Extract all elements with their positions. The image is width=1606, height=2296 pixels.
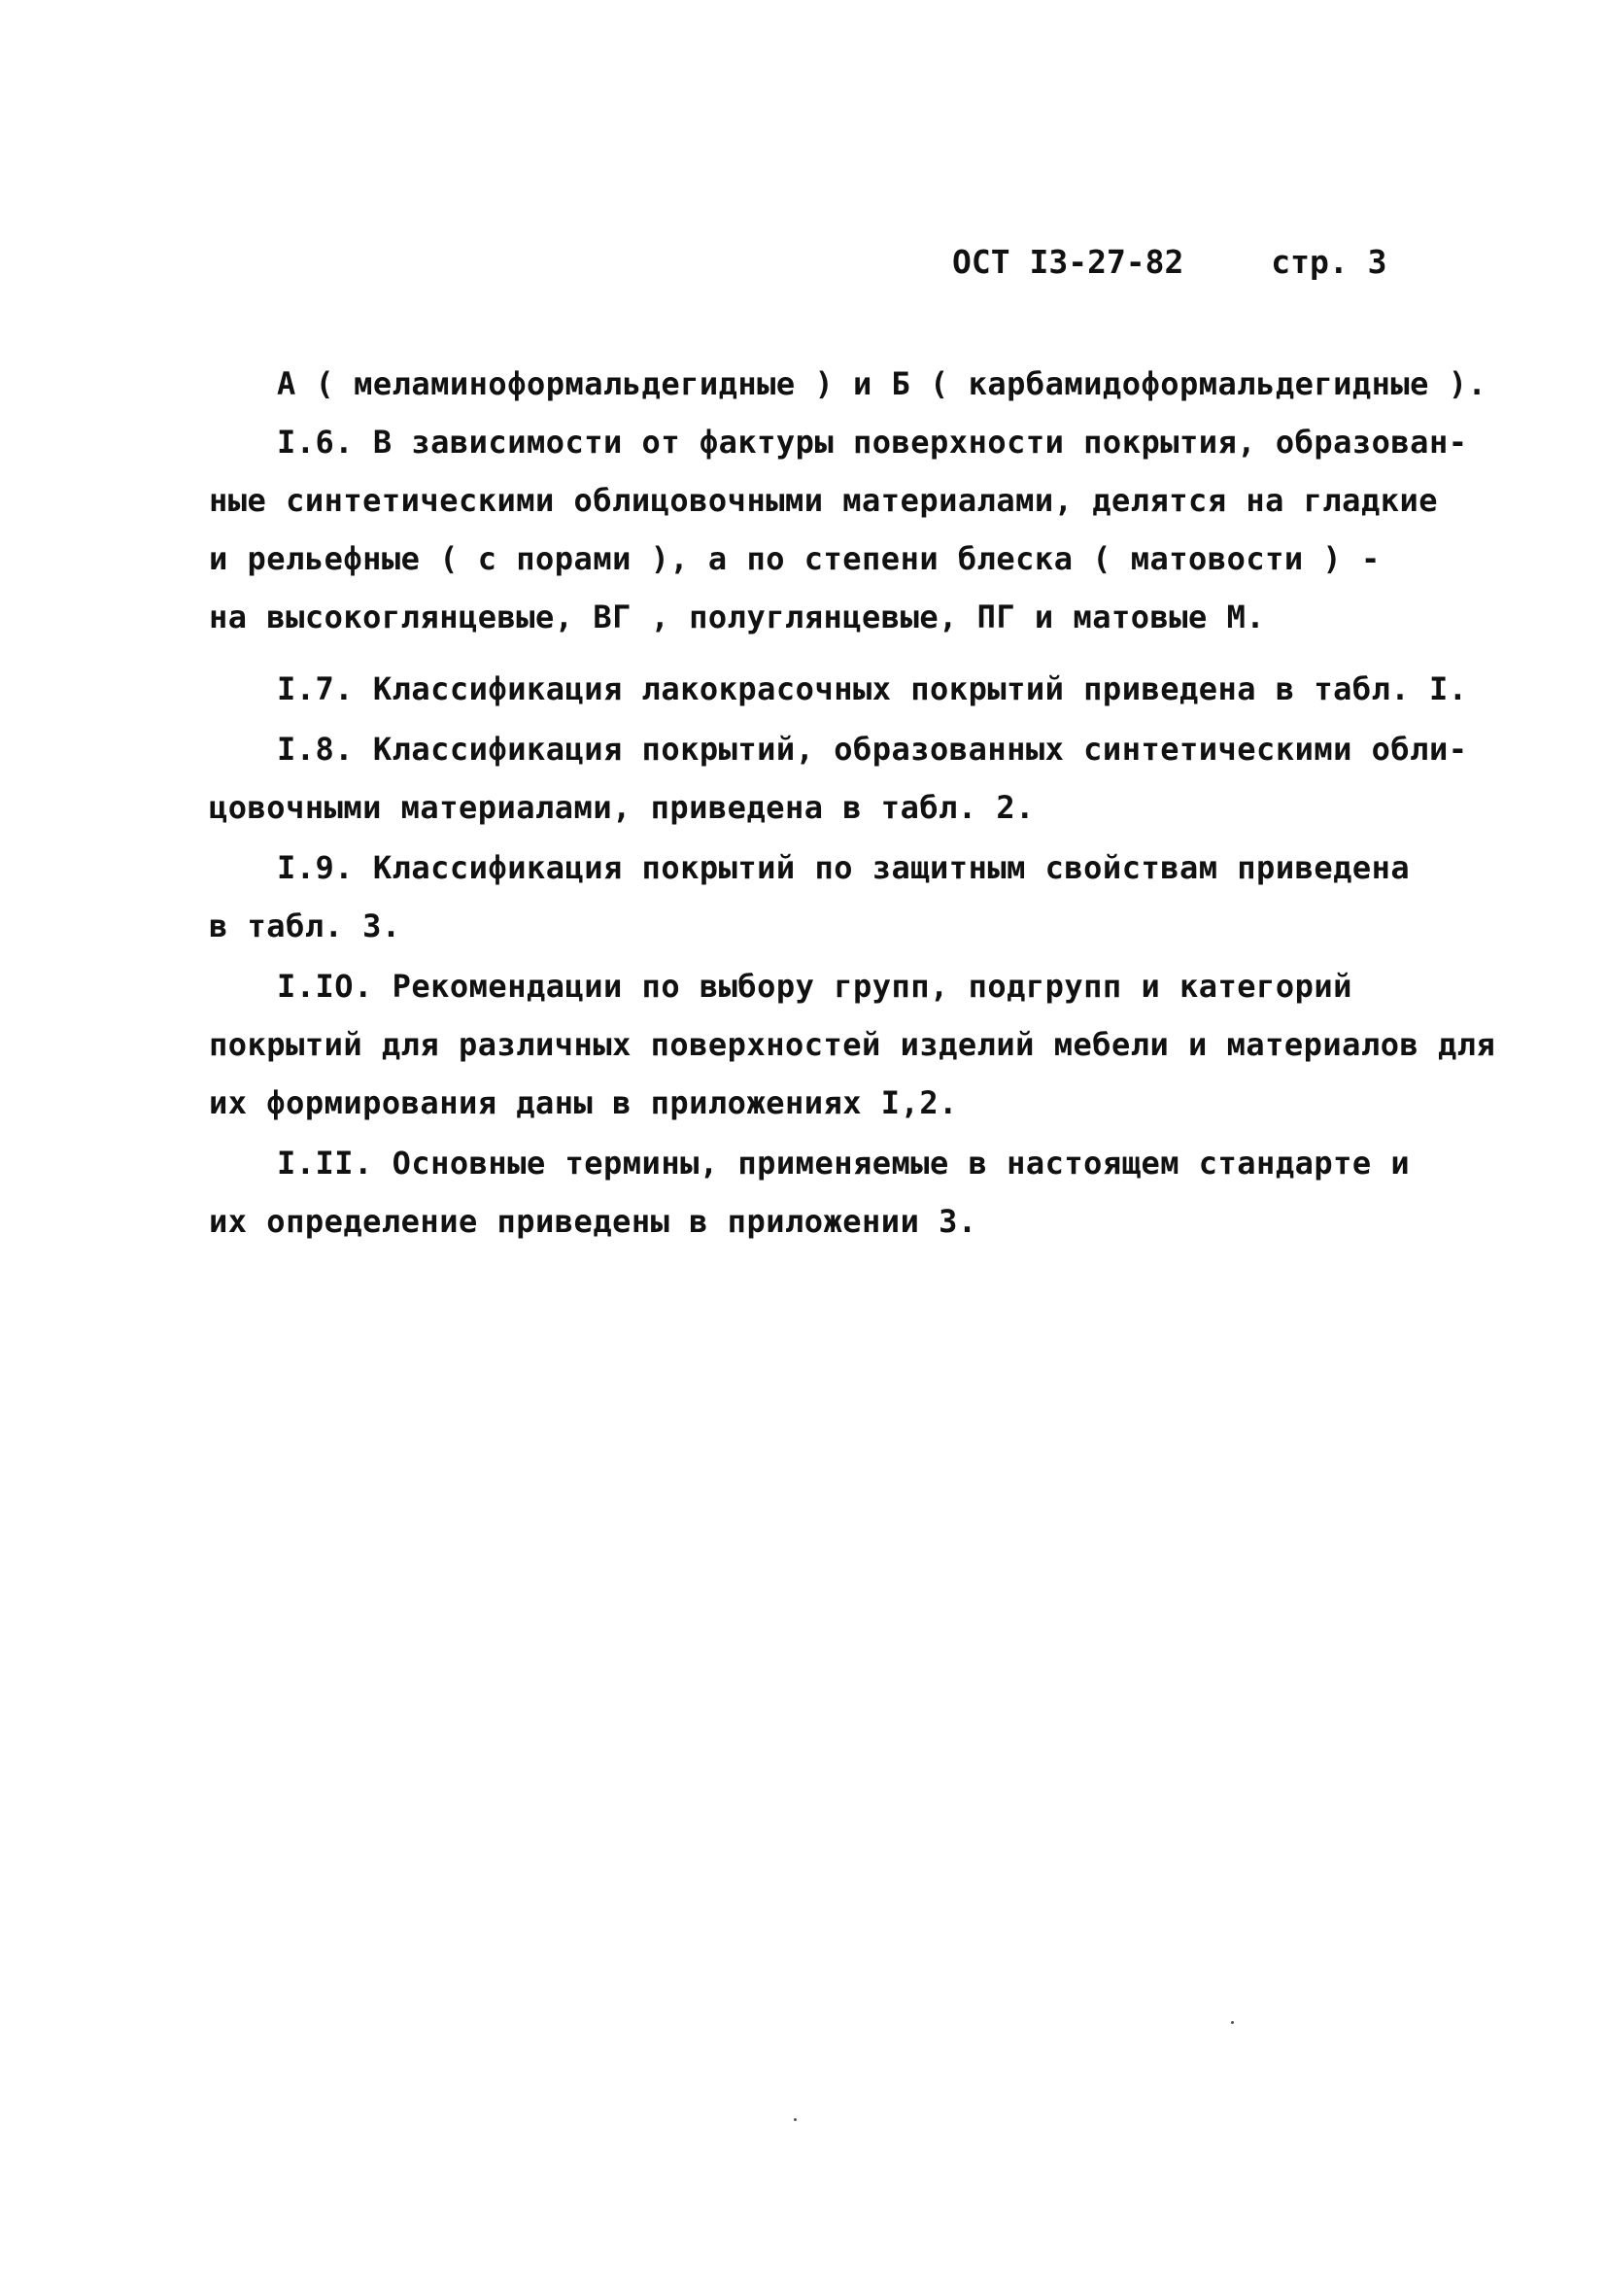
page-header — [952, 243, 1399, 281]
text-line: их формирования даны в приложениях I,2. — [209, 1084, 958, 1121]
text-line: в табл. 3. — [209, 908, 401, 944]
text-line: покрытий для различных поверхностей изделий мебели и материалов для — [209, 1026, 1496, 1063]
text-line: на высокоглянцевые, ВГ , полуглянцевые, ПГ и матовые М. — [209, 599, 1266, 635]
text-line: I.7. Классификация лакокрасочных покрытий приведена в табл. I. — [277, 670, 1468, 707]
scan-speck — [1231, 2021, 1234, 2024]
text-line: ные синтетическими облицовочными материалами, делятся на гладкие — [209, 482, 1438, 519]
text-line: и рельефные ( с порами ), а по степени блеска ( матовости ) - — [209, 540, 1381, 577]
text-line: их определение приведены в приложении 3. — [209, 1203, 977, 1240]
scan-speck — [794, 2118, 797, 2121]
text-line: I.6. В зависимости от фактуры поверхности покрытия, образован- — [277, 424, 1468, 461]
text-line: А ( меламиноформальдегидные ) и Б ( карбамидоформальдегидные ). — [277, 365, 1487, 402]
text-line: I.II. Основные термины, применяемые в настоящем стандарте и — [277, 1145, 1411, 1182]
text-line: цовочными материалами, приведена в табл. 2. — [209, 789, 1035, 826]
page-number: стр. 3 — [1271, 243, 1387, 281]
text-line: I.9. Классификация покрытий по защитным свойствам приведена — [277, 849, 1411, 886]
standard-number: ОСТ I3-27-82 — [952, 243, 1184, 281]
text-line: I.IO. Рекомендации по выбору групп, подгрупп и категорий — [277, 968, 1352, 1005]
text-line: I.8. Классификация покрытий, образованных синтетическими обли- — [277, 731, 1468, 768]
